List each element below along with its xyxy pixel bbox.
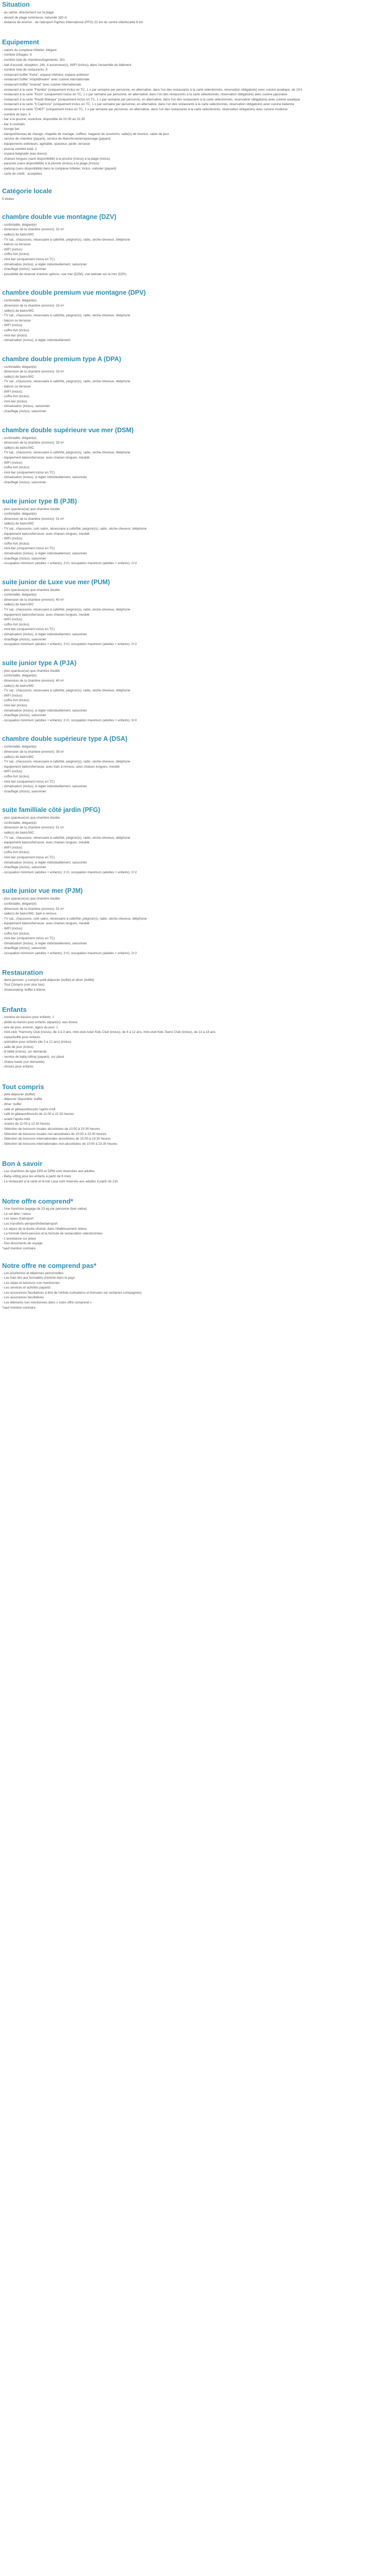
rooms-list [2,213,391,969]
room-line: - coffre-fort (inclus) [2,395,29,399]
room-line: - dimension de la chambre (environ): 33 m² [2,303,64,308]
room-title: chambre double premium type A (DPA) [2,355,121,363]
room-line: - mini-bar (inclus) [2,399,27,403]
bon-a-savoir-line: - Les chambres de type DPA et DPM sont réservées aux adultes [2,1170,95,1174]
equipement-line: - nombre total de chambres/logements: 301 [2,58,65,62]
room-line: - WIFI (inclus) [2,618,23,622]
equipement-line: - nombre d'étages: 6 [2,53,32,57]
offre-comprend-section [2,1197,391,1251]
enfants-line: - salle de jeux (inclus) [2,1045,34,1049]
room-section [2,355,391,414]
room-line: - TV sat., chaussons, nécessaire à café/thé, peignoir(s), radio, sèche-cheveux, téléphone [2,314,131,318]
room-line: - WIFI (inclus) [2,247,23,251]
room-line: - chauffage (inclus), saisonnier [2,866,46,870]
room-line: - occupation minimum (adultes + enfants): 2+0, occupation maximum (adultes + enfants): 2+2 [2,562,137,566]
room-line: - occupation minimum (adultes + enfants): 2+0, occupation maximum (adultes + enfants): 2+2 [2,642,137,647]
room-line: - confortable, élégant(e) [2,365,37,369]
tout-compris-line: - Sélection de boissons locales alcoolisées de 10:00 à 23:30 heures [2,1127,100,1131]
room-line: - coffre-fort (inclus) [2,774,29,778]
room-line: - salle(s) de bains/WC [2,755,34,759]
enfants-line: - chaise haute (sur demande) [2,1060,45,1064]
room-section [2,427,391,485]
room-line: - climatisation (inclus), à régler individuellement, saisonnier [2,262,87,266]
room-line: - balcon ou terrasse [2,318,31,323]
room-line: - confortable, élégant(e) [2,745,37,749]
offre-comprend-line: - Une franchise bagage de 23 kg par personne (bon valise) [2,1207,87,1211]
enfants-line: - dédié du bassin pour enfants séparé(s): eau douce [2,1020,77,1024]
enfants-line: - choses pour enfants [2,1065,34,1069]
enfants-lines [2,1015,391,1070]
room-line: - confortable, élégant(e) [2,821,37,825]
tout-compris-line: - dîner: buffet [2,1103,22,1107]
equipement-line: - piscine nombre total: 2 [2,147,37,151]
room-line: - mini-bar (inclus) [2,333,27,337]
bon-a-savoir-section [2,1160,391,1184]
room-line: - salle(s) de bains/WC [2,375,34,379]
equipement-line: - espace baignade (eau douce) [2,152,47,156]
room-line: - TV sat., chaussons, nécessaire à café/thé, peignoir(s), radio, sèche-cheveux, téléphone [2,380,131,384]
room-line: - confortable, élégant(e) [2,593,37,597]
room-line: - équipement balcon/terrasse: avec chaises longues, meublé [2,922,90,926]
offre-comprend-lines [2,1207,391,1251]
room-lines [2,298,391,343]
room-line: - occupation minimum (adultes + enfants): 2+0, occupation maximum (adultes + enfants): 2+2 [2,951,137,955]
offre-comprend-line: - Les taxes d'aéroport [2,1217,34,1221]
room-title: suite junior type B (PJB) [2,497,77,505]
tout-compris-title: Tout compris [2,1082,44,1091]
room-line: - confortable, élégant(e) [2,223,37,227]
room-line: - salle(s) de bains/WC [2,831,34,835]
room-line: - salle(s) de bains/WC [2,446,34,450]
room-line: - chauffage (inclus), saisonnier [2,556,46,561]
room-line: - balcon ou terrasse [2,243,31,247]
room-line: - WIFI (inclus) [2,537,23,541]
room-line: - dimension de la chambre (environ): 51 m² [2,826,64,830]
room-line: - TV sat., chaussons, nécessaire à café/thé, peignoir(s), radio, sèche-cheveux, téléphone [2,760,131,764]
room-line: - chauffage (inclus), saisonnier [2,789,46,793]
equipement-line: - restaurant à la carte "Fiamba" (uniquement inclus en TC, 1 x par semaine par personne, en alternative, dans l'un des restaurants à la carte sélectionnés, réservation obligatoire) avec cuisine asiatique, de 19 h [2,88,303,92]
tout-compris-line: - snack l'après-midi [2,1117,30,1121]
room-line: - climatisation (inclus), à régler individuellement, saisonnier [2,941,87,945]
restauration-lines [2,978,391,993]
equipement-section [2,39,391,176]
room-line: - dimension de la chambre (environ): 33 m² [2,370,64,374]
room-section [2,213,391,277]
offre-ne-comprend-pas-line: - Les services et activités payants [2,1286,51,1290]
room-lines [2,223,391,277]
equipement-line: - carte de crédit : acceptées [2,172,42,176]
room-line: - mini-bar (uniquement inclus en TC) [2,257,55,261]
room-title: suite junior de Luxe vue mer (PUM) [2,578,110,586]
room-line: - plus spacieux(se) que chambre double [2,507,60,511]
room-line: - confortable, élégant(e) [2,299,37,303]
room-line: - chauffage (inclus), saisonnier [2,714,46,718]
bon-a-savoir-lines [2,1169,391,1184]
offre-comprend-line: - L'assistance sur place [2,1236,36,1241]
room-line: - coffre-fort (inclus) [2,466,29,470]
room-line: - dimension de la chambre (environ): 51 m² [2,517,64,521]
room-line: - dimension de la chambre (environ): 32 m² [2,228,64,232]
room-line: - dimension de la chambre (environ): 39 m² [2,750,64,754]
room-line: - WIFI (inclus) [2,324,23,328]
room-line: - dimension de la chambre (environ): 52 m² [2,907,64,911]
room-line: - chauffage (inclus), saisonnier [2,267,46,272]
equipement-line: - service de chambre (payant), service de blanchisserie/repassage (payant) [2,137,111,141]
offre-ne-comprend-pas-line: - Les repas et boissons non mentionnés [2,1281,60,1285]
equipement-line: - restaurant à la carte "Il Capriccio" (uniquement inclus en TC, 1 x par semaine par personne, en alternative, dans l'un des restaurants à la carte sélectionnés, réservation obligatoire) avec cuisine italienne [2,103,295,107]
offre-ne-comprend-pas-lines [2,1271,391,1311]
equipement-line: - bar à la piscine, ouverture, disponible de 01:00 au 31:30 [2,117,85,122]
room-line: - équipement balcon/terrasse: avec bain à remous, avec chaises longues, meublé [2,765,120,769]
equipement-line: - nombre total de restaurants: 8 [2,68,47,72]
tout-compris-line: - café et gâteaux/biscuits de 11:00 à 22:30 heures [2,1112,74,1116]
room-line: - WIFI (inclus) [2,845,23,850]
room-line: - balcon ou terrasse [2,385,31,389]
room-line: - mini-bar (uniquement inclus en TC) [2,856,55,860]
equipement-lines [2,48,391,176]
restauration-title: Restauration [2,968,43,976]
room-line: - salle(s) de bains/WC [2,603,34,607]
tout-compris-line: - Sélection de boissons locales non-alcoolisées de 10:00 à 23:30 heures [2,1132,106,1136]
room-section [2,579,391,647]
room-line: - salle(s) de bains/WC [2,233,34,236]
bon-a-savoir-line: - Baby-sitting pour les enfants à partir de 6 mois [2,1174,71,1178]
room-section [2,887,391,956]
enfants-line: - aire de jeux, environ, âge/s du jeux: 1 [2,1025,58,1029]
restauration-line: - showcooking, buffet à thème [2,988,45,992]
room-lines [2,669,391,723]
room-line: - TV sat., chaussons, nécessaire à café/thé, peignoir(s), radio, sèche-cheveux, téléphone [2,608,131,612]
room-line: - dimension de la chambre (environ): 40 m² [2,679,64,683]
offre-comprend-line: - Le vol aller / retour [2,1212,31,1216]
equipement-line: - hall d'accueil, réception, 24h, 4 ascenseur(s), WIFI (inclus), dans l'ensemble du bâtiment [2,63,132,67]
room-title: suite junior vue mer (PJM) [2,887,83,895]
room-title: chambre double supérieure type A (DSA) [2,735,127,743]
room-line: - climatisation (inclus), à régler individuellement, saisonnier [2,785,87,789]
enfants-line: - service de baby-sitting (payant), sur placé [2,1055,64,1059]
room-line: - équipement balcon/terrasse: avec chaises longues, meublé [2,841,90,845]
offre-ne-comprend-pas-line: - Les assurances facultatives à titre de l'article (cotisations et bonuses sur certaines compagnies) [2,1291,142,1295]
equipement-line: - équipements extérieurs: agréable, spacieux, jardin, terrasse [2,142,90,146]
enfants-line: - nombre de bassins pour enfants: 1 [2,1015,54,1020]
situation-line: - au calme, directement sur la plage [2,11,54,14]
room-line: - TV sat., chaussons, nécessaire à café/thé, peignoir(s), radio, sèche-cheveux, téléphone [2,238,131,242]
room-section [2,498,391,566]
room-line: - équipement balcon/terrasse: avec chaises longues, meublé [2,613,90,617]
tout-compris-line: - Sélection de boissons internationales non-alcoolisées de 10:00 à 23:30 heures [2,1142,118,1146]
equipement-line: - restaurant buffet "Arsenal" avec cuisine internationale [2,82,82,87]
room-line: - dimension de la chambre (environ): 33 m² [2,441,64,445]
equipement-line: - banquet/bureau de change, chapelle de mariage, coiffeur, magasin de souvenirs, salle(s) de réunion, salon de jeux [2,132,169,136]
tout-compris-line: - petit-déjeuner (buffet) [2,1092,35,1096]
categorie-section [2,188,391,202]
room-line: - dimension de la chambre (environ): 40 m² [2,598,64,602]
room-lines [2,744,391,794]
equipement-line: - chaises longues (sans disponibilité) à la piscine (inclus) à la plage (inclus) [2,157,110,161]
room-title: chambre double premium vue montagne (DPV) [2,289,146,297]
tout-compris-section [2,1083,391,1147]
offre-comprend-line: - Les transferts aéroport/hôtel/aéroport [2,1222,58,1226]
offre-comprend-line: - La formule Demi-pension et la formule de restauration sélectionnées [2,1232,103,1236]
room-line: - mini-bar (uniquement inclus en TC) [2,937,55,941]
offre-ne-comprend-pas-line: *sauf mention contraire [2,1306,36,1310]
tout-compris-line: - snacks de 11:00 à 12:30 heures [2,1122,50,1126]
room-line: - mini-bar (inclus) [2,703,27,707]
situation-title: Situation [2,1,30,8]
equipement-title: Equipement [2,38,39,46]
situation-section [2,1,391,25]
room-lines [2,588,391,647]
room-section [2,659,391,723]
room-line: - salle(s) de bains/WC [2,309,34,313]
equipement-line: - restaurant à la carte "Roubi Wakaya" (uniquement inclus en TC, 1 x par semaine par personne, en alternative, dans l'un des restaurants à la carte sélectionnés, réservation obligatoire) avec cuisine asiatique [2,97,300,101]
restauration-line: - demi-pension, y compris petit-déjeuner (buffet) et dîner (buffet) [2,978,94,982]
situation-line: - distance de environ : de l'aéroport Paphos International (PFO) 22 km du centre-ville/localité 6 km [2,21,143,25]
room-line: - coffre-fort (inclus) [2,851,29,855]
categorie-value: 5 étoiles [2,197,14,201]
offre-comprend-line: *sauf mention contraire [2,1246,36,1250]
enfants-line: - repas/buffet pour enfants [2,1035,40,1039]
offre-ne-comprend-pas-section [2,1262,391,1311]
situation-lines [2,10,391,25]
offre-ne-comprend-pas-title: Notre offre ne comprend pas* [2,1261,96,1269]
room-line: - coffre-fort (inclus) [2,328,29,332]
room-line: - occupation minimum (adultes + enfants): 2+0, occupation maximum (adultes + enfants): 3+0 [2,718,137,722]
room-line: - mini-bar (uniquement inclus en TC) [2,628,55,632]
room-line: - WIFI (inclus) [2,693,23,698]
room-line: - climatisation (inclus), à régler individuellement, saisonnier [2,708,87,713]
room-lines [2,507,391,566]
room-line: - TV sat., chaussons, coin salon, nécessaire à café/thé, peignoir(s), radio, sèche-cheveux, téléphone [2,527,147,531]
room-line: - confortable, élégant(e) [2,436,37,440]
enfants-line: - mini-club "Harmony Club (inclus), de 3 à 3 ans, mini-club Aster Kids Club (inclus), de 4 à 12 ans, mini-club Kids Teens Club (inclus), de 13 à 18 ans [2,1030,216,1035]
room-line: - WIFI (inclus) [2,461,23,465]
room-line: - WIFI (inclus) [2,926,23,930]
room-lines [2,436,391,485]
room-line: - coffre-fort (inclus) [2,699,29,703]
room-lines [2,816,391,875]
tout-compris-lines [2,1092,391,1147]
equipement-line: - restaurant à la carte "Kozo" (uniquement inclus en TC, 1 x par semaine par personne, en alternative, dans l'un des restaurants à la carte sélectionnés, réservation obligatoire) avec cuisine japonaise [2,93,287,97]
room-title: suite familliale côté jardin (PFG) [2,806,101,814]
room-line: - confortable, élégant(e) [2,512,37,516]
room-section [2,735,391,794]
offre-ne-comprend-pas-line: - Les pourboires et dépenses personnelles [2,1271,64,1275]
enfants-title: Enfants [2,1006,27,1014]
room-section [2,289,391,343]
tout-compris-line: - Sélection de boissons internationales alcoolisées de 10:00 à 23:30 heures [2,1137,111,1141]
room-line: - salle(s) de bains/WC [2,522,34,526]
tout-compris-line: - déjeuner disponible: buffet [2,1097,42,1101]
room-line: - climatisation (inclus), à régler individuellement, saisonnier [2,860,87,865]
bon-a-savoir-title: Bon à savoir [2,1160,43,1168]
room-lines [2,365,391,414]
room-line: - mini-bar (uniquement inclus en TC) [2,779,55,784]
room-section [2,806,391,875]
room-line: - plus spacieux(se) que chambre double [2,897,60,901]
restauration-section [2,969,391,993]
tout-compris-line: - café et gâteaux/biscuits l'après-midi [2,1107,56,1111]
offre-ne-comprend-pas-line: - Les éléments non mentionnés dans « notre offre comprend » [2,1301,92,1305]
room-line: - coffre-fort (inclus) [2,541,29,546]
room-title: chambre double supérieure vue mer (DSM) [2,426,134,434]
room-line: - climatisation (inclus), saisonnier [2,404,50,409]
room-title: chambre double vue montagne (DZV) [2,213,117,221]
offre-comprend-title: Notre offre comprend* [2,1197,73,1206]
room-line: - climatisation (inclus), à régler individuellement, saisonnier [2,551,87,555]
room-line: - occupation minimum (adultes + enfants): 2+0, occupation maximum (adultes + enfants): 2+2 [2,870,137,874]
equipement-line: - restaurant à la carte "CHEF" (uniquement inclus en TC, 1 x par semaine par personne, en alternative, dans l'un des restaurants à la carte sélectionnés, réservation obligatoire) avec cuisine moderne [2,107,288,111]
room-line: - salle(s) de bains/WC [2,684,34,688]
situation-line: - devant de plage lumineuse, naturelle 180 m [2,15,68,20]
room-line: - coffre-fort (inclus) [2,252,29,257]
equipement-line: - parasols (sans disponibilité) à la piscine (inclus) à la plage (inclus) [2,162,99,166]
room-line: - chauffage (inclus), saisonnier [2,637,46,641]
room-line: - TV sat., chaussons, nécessaire à café/thé, peignoir(s), radio, sèche-cheveux, téléphone [2,836,131,840]
offre-ne-comprend-pas-line: - Les assurances facultatives [2,1296,44,1300]
room-line: - confortable, élégant(e) [2,902,37,906]
offre-ne-comprend-pas-line: - Les frais liés aux formalités d'entrée dans le pays [2,1276,75,1280]
offre-comprend-line: - Des documents de voyage [2,1242,43,1246]
enfants-line: - lit bébé (inclus), sur demande [2,1050,47,1054]
equipement-line: - restaurant buffet "Koha", espace intérieur, espace extérieur [2,73,89,77]
room-line: - plus spacieux(se) que chambre double [2,588,60,592]
room-line: - climatisation (inclus), à régler individuellement, saisonnier [2,476,87,480]
equipement-line: - bar à cocktails [2,122,25,126]
room-line: - plus spacieux(se) que chambre double [2,816,60,820]
categorie-title: Catégorie locale [2,188,52,195]
room-line: - confortable, élégant(e) [2,674,37,678]
room-line: - TV sat., chaussons, nécessaire à café/thé, peignoir(s), radio, sèche-cheveux, téléphone [2,689,131,693]
enfants-line: - animation pour enfants (de 3 à 12 ans) (inclus) [2,1040,72,1044]
bon-a-savoir-line: - Le restaurant à la carte et le bar Lasa sont réservés aux adultes à partir de 21h [2,1179,118,1183]
equipement-line: - restaurant buffet "Amphitheatre" avec cuisine internationale [2,78,90,82]
room-line: - TV sat., chaussons, coin salon, nécessaire à café/thé, peignoir(s), radio, sèche-cheveux, téléphone [2,917,147,921]
room-line: - coffre-fort (inclus) [2,622,29,626]
room-line: - chauffage (inclus), saisonnier [2,480,46,484]
room-title: suite junior type A (PJA) [2,659,77,667]
enfants-section [2,1006,391,1070]
room-line: - climatisation (inclus), à régler individuellement [2,338,71,343]
equipement-line: - nature du complexe hôtelier: élégant [2,48,57,52]
room-line: - possibilité de réserver d'autres options: vue mer (DZM), vue latérale sur la mer (DZK) [2,272,127,276]
room-line: - chauffage (inclus), saisonnier [2,410,46,414]
room-line: - climatisation (inclus), à régler individuellement, saisonnier [2,633,87,637]
room-line: - salle(s) de bains/WC, bain à remous [2,912,57,916]
room-line: - équipement balcon/terrasse: avec chaises longues, meublé [2,456,90,460]
equipement-line: - parking (sans disponibilité) dans le complexe hôtelier, inclus, voiturier (payant) [2,167,117,171]
room-line: - WIFI (inclus) [2,389,23,394]
room-line: - mini-bar (uniquement inclus en TC) [2,547,55,551]
room-line: - WIFI (inclus) [2,770,23,774]
room-line: - TV sat., chaussons, nécessaire à café/thé, peignoir(s), radio, sèche-cheveux, téléphone [2,451,131,455]
restauration-line: - Tout Compris (voir plus bas) [2,983,45,987]
room-line: - plus spacieux(se) que chambre double [2,669,60,673]
equipement-line: - nombre de bars: 6 [2,112,30,116]
room-lines [2,896,391,956]
room-line: - chauffage (inclus), saisonnier [2,946,46,951]
offre-comprend-line: - Le séjour de la durée choisie, dans l'établissement retenu [2,1227,87,1231]
room-line: - mini-bar (uniquement inclus en TC) [2,470,55,474]
room-line: - équipement balcon/terrasse: avec chaises longues, meublé [2,532,90,536]
equipement-line: - lounge bar [2,127,20,131]
room-line: - coffre-fort (inclus) [2,931,29,936]
